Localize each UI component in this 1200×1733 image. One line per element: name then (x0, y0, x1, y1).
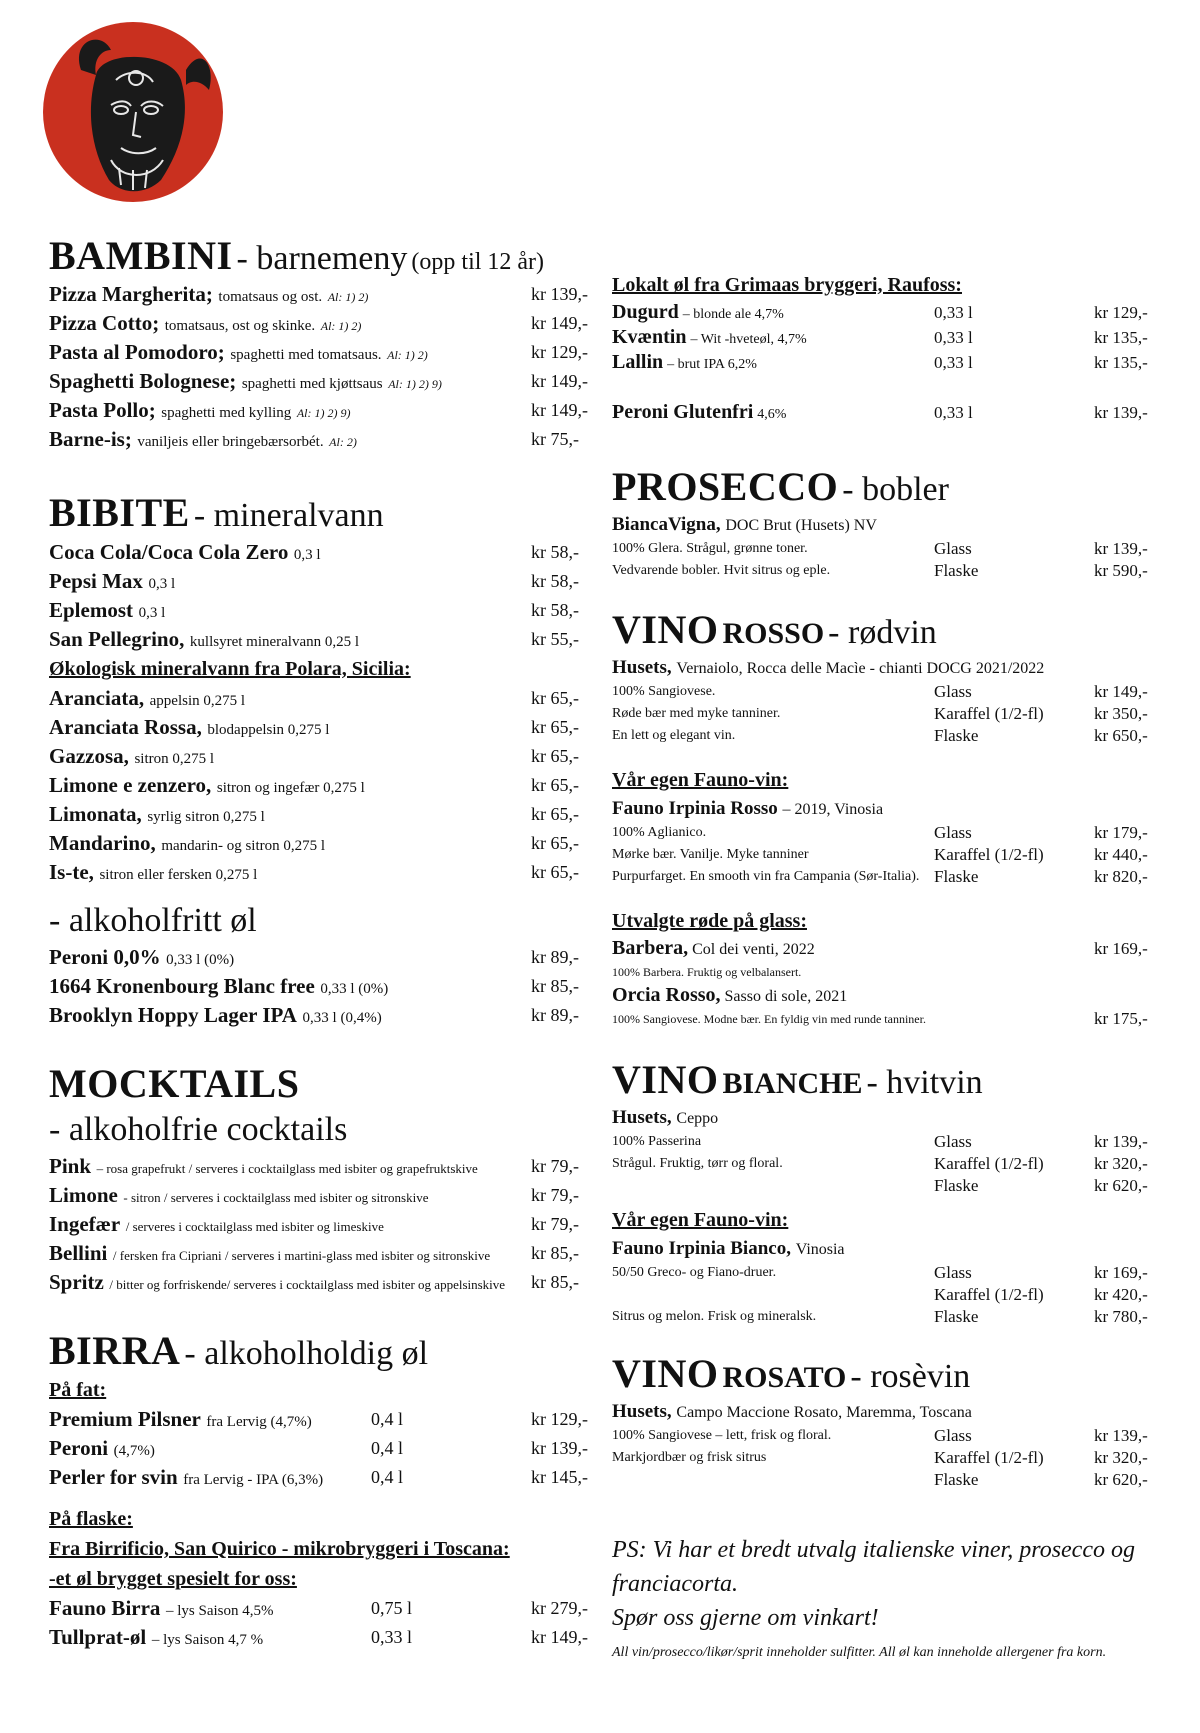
item-price: kr 135,- (1094, 353, 1148, 372)
on-tap-list (49, 1405, 588, 1492)
item-name: Barne-is; (49, 427, 132, 451)
bianche-egen-row (612, 1262, 1152, 1284)
item-price: kr 820,- (1094, 867, 1148, 886)
item-name: Pasta al Pomodoro; (49, 340, 225, 364)
item-name: Is-te, (49, 860, 94, 884)
wine-desc: 100% Sangiovese. (612, 684, 716, 699)
bibite-item (49, 596, 579, 625)
item-price: kr 65,- (531, 688, 579, 708)
serving-size: Flaske (934, 1307, 979, 1326)
item-name: Brooklyn Hoppy Lager IPA (49, 1003, 297, 1027)
item-name: Premium Pilsner (49, 1407, 201, 1431)
bianche-row (612, 1131, 1152, 1153)
item-price: kr 780,- (1094, 1307, 1148, 1326)
serving-size: Glass (934, 1132, 972, 1151)
bambini-item (49, 367, 588, 396)
item-price: kr 79,- (531, 1156, 579, 1176)
item-price: kr 320,- (1094, 1448, 1148, 1467)
alkoholfritt-item (49, 943, 579, 972)
bottle-sub2: -et øl brygget spesielt for oss: (49, 1568, 297, 1590)
item-volume: 0,33 l (934, 303, 973, 322)
bianche-row (612, 1175, 1152, 1197)
item-price: kr 65,- (531, 717, 579, 737)
allergen-code: Al: 1) 2) (327, 290, 369, 304)
item-volume: 0,4 l (371, 1438, 404, 1458)
left-column (49, 232, 588, 1652)
item-volume: 0,33 l (371, 1627, 413, 1647)
bianche-egen-rows (612, 1262, 1152, 1328)
item-price: kr 89,- (531, 1005, 579, 1025)
item-desc: tomatsaus, ost og skinke. (164, 318, 316, 334)
bianche-wine: Husets, Ceppo (612, 1107, 719, 1128)
item-price: kr 58,- (531, 600, 579, 620)
serving-size: Flaske (934, 726, 979, 745)
item-price: kr 85,- (531, 1243, 579, 1263)
item-price: kr 65,- (531, 833, 579, 853)
item-desc: – brut IPA 6,2% (667, 357, 757, 372)
item-price: kr 55,- (531, 629, 579, 649)
item-price: kr 65,- (531, 862, 579, 882)
barbera-desc: 100% Barbera. Fruktig og velbalansert. (612, 965, 802, 979)
serving-size: Glass (934, 1426, 972, 1445)
lokalt-item (612, 350, 1152, 375)
item-price: kr 129,- (1094, 303, 1148, 322)
item-price: kr 139,- (1094, 539, 1148, 558)
item-desc: – lys Saison 4,5% (165, 1603, 274, 1619)
item-desc: / fersken fra Cipriani / serveres i martini-glass med isbiter og sitronskive (112, 1248, 491, 1263)
mocktail-item (49, 1181, 579, 1210)
bottle-item (49, 1594, 588, 1623)
on-tap-item (49, 1405, 588, 1434)
bianche-egen-row (612, 1284, 1152, 1306)
bottle-heading: På flaske: (49, 1508, 133, 1530)
wine-desc: 50/50 Greco- og Fiano-druer. (612, 1265, 777, 1280)
rosso-egen-row (612, 866, 1152, 888)
item-desc: – Wit -hveteøl, 4,7% (690, 332, 807, 347)
item-desc: 0,33 l (0,4%) (302, 1010, 382, 1026)
alkoholfritt-heading: - alkoholfritt øl (49, 902, 257, 939)
bianche-rows (612, 1131, 1152, 1197)
polara-heading: Økologisk mineralvann fra Polara, Sicilia: (49, 658, 411, 680)
glutenfri-row: Peroni Glutenfri 4,6% 0,33 l kr 139,- (612, 401, 1148, 423)
item-price: kr 85,- (531, 976, 579, 996)
on-tap-heading: På fat: (49, 1379, 107, 1401)
rosso-egen-wine: Fauno Irpinia Rosso – 2019, Vinosia (612, 798, 884, 819)
item-name: Limone e zenzero, (49, 773, 212, 797)
mocktail-item (49, 1268, 579, 1297)
mocktail-item (49, 1152, 579, 1181)
rosato-heading: VINO ROSATO - rosèvin (612, 1351, 971, 1396)
item-price: kr 129,- (531, 1409, 588, 1429)
item-price: kr 179,- (1094, 823, 1148, 842)
wine-desc: Purpurfarget. En smooth vin fra Campania (Sør-Italia). (612, 869, 920, 884)
serving-size: Flaske (934, 1470, 979, 1489)
bibite-item (49, 538, 579, 567)
item-price: kr 58,- (531, 542, 579, 562)
item-name: Perler for svin (49, 1465, 178, 1489)
item-name: Eplemost (49, 598, 133, 622)
item-name: Dugurd (612, 301, 679, 323)
rosso-egen-row (612, 822, 1152, 844)
lokalt-heading: Lokalt øl fra Grimaas bryggeri, Raufoss: (612, 274, 962, 296)
item-volume: 0,4 l (371, 1467, 404, 1487)
item-desc: sitron eller fersken 0,275 l (99, 867, 258, 883)
polara-item (49, 742, 579, 771)
bianche-egen-heading: Vår egen Fauno-vin: (612, 1209, 789, 1231)
item-name: Limonata, (49, 802, 142, 826)
alkoholfritt-item (49, 1001, 579, 1030)
item-price: kr 139,- (531, 1438, 588, 1458)
item-price: kr 149,- (531, 400, 588, 420)
item-name: Tullprat-øl (49, 1625, 147, 1649)
serving-size: Glass (934, 682, 972, 701)
item-name: Ingefær (49, 1212, 121, 1236)
wine-desc: Røde bær med myke tanniner. (612, 706, 781, 721)
item-desc: kullsyret mineralvann 0,25 l (189, 634, 360, 650)
wine-desc: Markjordbær og frisk sitrus (612, 1450, 767, 1465)
mocktails-list (49, 1152, 579, 1297)
item-price: kr 135,- (1094, 328, 1148, 347)
bianche-egen-wine: Fauno Irpinia Bianco, Vinosia (612, 1238, 845, 1259)
lokalt-list (612, 300, 1152, 375)
item-volume: 0,33 l (934, 328, 973, 347)
item-name: Lallin (612, 351, 664, 373)
item-desc: spaghetti med kylling (161, 405, 292, 421)
item-price: kr 149,- (531, 371, 588, 391)
polara-item (49, 829, 579, 858)
item-desc: 0,33 l (0%) (320, 981, 389, 997)
polara-list (49, 684, 579, 887)
item-name: Coca Cola/Coca Cola Zero (49, 540, 289, 564)
item-desc: fra Lervig - IPA (6,3%) (183, 1472, 324, 1488)
ps-line-1: PS: Vi har et bredt utvalg italienske viner, prosecco og franciacorta. (612, 1537, 1135, 1597)
allergen-note: All vin/prosecco/likør/sprit inneholder sulfitter. All øl kan inneholde allergener fra korn. (612, 1645, 1107, 1660)
bambini-item (49, 425, 579, 454)
bambini-item (49, 280, 588, 309)
item-desc: – rosa grapefrukt / serveres i cocktailglass med isbiter og grapefruktskive (96, 1161, 478, 1176)
bambini-item (49, 338, 588, 367)
wine-desc: En lett og elegant vin. (612, 728, 736, 743)
serving-size: Glass (934, 1263, 972, 1282)
item-name: Bellini (49, 1241, 108, 1265)
item-name: Pasta Pollo; (49, 398, 156, 422)
alkoholfritt-list (49, 943, 579, 1030)
item-desc: blodappelsin 0,275 l (207, 722, 330, 738)
wine-desc: 100% Sangiovese – lett, frisk og floral. (612, 1428, 832, 1443)
item-price: kr 620,- (1094, 1176, 1148, 1195)
alkoholfritt-item (49, 972, 579, 1001)
item-price: kr 75,- (531, 429, 579, 449)
item-name: Limone (49, 1183, 118, 1207)
item-name: Aranciata Rossa, (49, 715, 202, 739)
item-name: Fauno Birra (49, 1596, 161, 1620)
mocktails-heading: MOCKTAILS (49, 1061, 300, 1106)
polara-item (49, 771, 579, 800)
bibite-item (49, 567, 579, 596)
item-desc: 0,3 l (148, 576, 176, 592)
item-price: kr 65,- (531, 746, 579, 766)
item-price: kr 350,- (1094, 704, 1148, 723)
rosso-rows (612, 681, 1152, 747)
orcia-desc: 100% Sangiovese. Modne bær. En fyldig vin med runde tanniner. kr 175,- (612, 1009, 1148, 1028)
item-price: kr 85,- (531, 1272, 579, 1292)
item-name: Pepsi Max (49, 569, 143, 593)
serving-size: Karaffel (1/2-fl) (934, 845, 1044, 864)
allergen-code: Al: 1) 2) 9) (296, 406, 351, 420)
rosso-row (612, 703, 1152, 725)
item-name: Pink (49, 1154, 92, 1178)
item-price: kr 590,- (1094, 561, 1148, 580)
serving-size: Karaffel (1/2-fl) (934, 1448, 1044, 1467)
item-desc: 0,3 l (138, 605, 166, 621)
right-column (612, 270, 1152, 1661)
rosso-wine: Husets, Vernaiolo, Rocca delle Macìe - chianti DOCG 2021/2022 (612, 657, 1045, 678)
bianche-row (612, 1153, 1152, 1175)
serving-size: Karaffel (1/2-fl) (934, 1154, 1044, 1173)
item-desc: / serveres i cocktailglass med isbiter og limeskive (125, 1219, 384, 1234)
bambini-heading: BAMBINI - barnemeny (opp til 12 år) (49, 233, 545, 278)
prosecco-row (612, 560, 1152, 582)
item-price: kr 440,- (1094, 845, 1148, 864)
item-price: kr 149,- (531, 313, 588, 333)
rosso-row (612, 725, 1152, 747)
item-name: Gazzosa, (49, 744, 129, 768)
polara-item (49, 800, 579, 829)
item-desc: sitron 0,275 l (134, 751, 215, 767)
serving-size: Glass (934, 539, 972, 558)
serving-size: Karaffel (1/2-fl) (934, 1285, 1044, 1304)
item-name: Mandarino, (49, 831, 156, 855)
item-name: Spaghetti Bolognese; (49, 369, 237, 393)
prosecco-rows (612, 538, 1152, 582)
serving-size: Karaffel (1/2-fl) (934, 704, 1044, 723)
rosso-heading: VINO ROSSO - rødvin (612, 607, 937, 652)
rosso-row (612, 681, 1152, 703)
item-price: kr 58,- (531, 571, 579, 591)
serving-size: Flaske (934, 1176, 979, 1195)
serving-size: Glass (934, 823, 972, 842)
item-name: Spritz (49, 1270, 104, 1294)
item-price: kr 169,- (1094, 1263, 1148, 1282)
prosecco-row (612, 538, 1152, 560)
item-name: 1664 Kronenbourg Blanc free (49, 974, 315, 998)
allergen-code: Al: 1) 2) 9) (388, 377, 442, 391)
wine-desc: Sitrus og melon. Frisk og mineralsk. (612, 1309, 817, 1324)
lokalt-item (612, 325, 1152, 350)
item-price: kr 65,- (531, 775, 579, 795)
item-desc: appelsin 0,275 l (149, 693, 246, 709)
item-desc: 0,33 l (0%) (166, 952, 235, 968)
orcia-row: Orcia Rosso, Sasso di sole, 2021 (612, 984, 848, 1006)
item-volume: 0,4 l (371, 1409, 404, 1429)
bambini-item (49, 309, 588, 338)
item-desc: / bitter og forfriskende/ serveres i cocktailglass med isbiter og appelsinskive (109, 1277, 506, 1292)
item-desc: tomatsaus og ost. (218, 289, 323, 305)
rosato-row (612, 1469, 1152, 1491)
item-price: kr 145,- (531, 1467, 588, 1487)
wine-desc: 100% Aglianico. (612, 825, 707, 840)
item-price: kr 65,- (531, 804, 579, 824)
serving-size: Flaske (934, 867, 979, 886)
item-price: kr 129,- (531, 342, 588, 362)
item-price: kr 139,- (1094, 1426, 1148, 1445)
mocktails-subheading: - alkoholfrie cocktails (49, 1111, 348, 1148)
item-volume: 0,75 l (371, 1598, 413, 1618)
item-price: kr 139,- (531, 284, 588, 304)
item-price: kr 650,- (1094, 726, 1148, 745)
polara-item (49, 684, 579, 713)
rosato-rows (612, 1425, 1152, 1491)
ps-note (612, 1533, 1152, 1635)
on-tap-item (49, 1463, 588, 1492)
wine-desc: Vedvarende bobler. Hvit sitrus og eple. (612, 563, 831, 578)
wine-desc: Strågul. Fruktig, tørr og floral. (612, 1156, 783, 1171)
bambini-list (49, 280, 588, 454)
item-desc: (4,7%) (113, 1443, 155, 1459)
wine-desc: Mørke bær. Vanilje. Myke tanniner (612, 847, 809, 862)
birra-heading: BIRRA - alkoholholdig øl (49, 1328, 429, 1373)
mocktail-item (49, 1239, 579, 1268)
item-price: kr 149,- (531, 1627, 588, 1647)
item-desc: - sitron / serveres i cocktailglass med isbiter og sitronskive (123, 1190, 429, 1205)
item-desc: 0,3 l (293, 547, 321, 563)
item-price: kr 420,- (1094, 1285, 1148, 1304)
wine-desc: 100% Glera. Strågul, grønne toner. (612, 541, 808, 556)
wine-desc: 100% Passerina (612, 1134, 702, 1149)
allergen-code: Al: 1) 2) (320, 319, 362, 333)
item-desc: – blonde ale 4,7% (682, 307, 784, 322)
item-name: Kvæntin (612, 326, 687, 348)
polara-item (49, 858, 579, 887)
item-name: Pizza Margherita; (49, 282, 213, 306)
prosecco-heading: PROSECCO - bobler (612, 464, 949, 509)
rosato-row (612, 1447, 1152, 1469)
item-price: kr 79,- (531, 1214, 579, 1234)
bottle-list (49, 1594, 588, 1652)
item-desc: sitron og ingefær 0,275 l (216, 780, 365, 796)
rosso-egen-rows (612, 822, 1152, 888)
ps-line-2: Spør oss gjerne om vinkart! (612, 1605, 879, 1631)
polara-item (49, 713, 579, 742)
bibite-item (49, 625, 579, 654)
rosso-egen-heading: Vår egen Fauno-vin: (612, 769, 789, 791)
item-name: Aranciata, (49, 686, 145, 710)
bibite-heading: BIBITE - mineralvann (49, 490, 384, 535)
serving-size: Flaske (934, 561, 979, 580)
bibite-list (49, 538, 579, 654)
item-desc: fra Lervig (4,7%) (206, 1414, 312, 1430)
prosecco-wine: BiancaVigna, DOC Brut (Husets) NV (612, 514, 877, 535)
item-desc: syrlig sitron 0,275 l (147, 809, 265, 825)
item-desc: spaghetti med kjøttsaus (241, 376, 383, 392)
allergen-code: Al: 2) (329, 435, 357, 449)
item-price: kr 139,- (1094, 1132, 1148, 1151)
bianche-heading: VINO BIANCHE - hvitvin (612, 1057, 983, 1102)
item-desc: spaghetti med tomatsaus. (230, 347, 382, 363)
item-desc: – lys Saison 4,7 % (151, 1632, 264, 1648)
rosso-egen-row (612, 844, 1152, 866)
allergen-code: Al: 1) 2) (387, 348, 428, 362)
lokalt-item (612, 300, 1152, 325)
item-price: kr 279,- (531, 1598, 588, 1618)
item-price: kr 620,- (1094, 1470, 1148, 1489)
item-name: San Pellegrino, (49, 627, 185, 651)
item-desc: mandarin- og sitron 0,275 l (161, 838, 326, 854)
rosato-wine: Husets, Campo Maccione Rosato, Maremma, Toscana (612, 1401, 972, 1422)
item-price: kr 320,- (1094, 1154, 1148, 1173)
item-price: kr 89,- (531, 947, 579, 967)
bambini-item (49, 396, 588, 425)
bottle-item (49, 1623, 588, 1652)
bianche-egen-row (612, 1306, 1152, 1328)
mocktail-item (49, 1210, 579, 1239)
item-price: kr 79,- (531, 1185, 579, 1205)
item-desc: vaniljeis eller bringebærsorbét. (137, 434, 324, 450)
item-volume: 0,33 l (934, 353, 973, 372)
bottle-sub1: Fra Birrificio, San Quirico - mikrobryggeri i Toscana: (49, 1538, 510, 1560)
rosato-row (612, 1425, 1152, 1447)
item-name: Peroni 0,0% (49, 945, 161, 969)
barbera-row: Barbera, Col dei venti, 2022 kr 169,- (612, 937, 1148, 959)
item-price: kr 149,- (1094, 682, 1148, 701)
item-name: Peroni (49, 1436, 109, 1460)
utvalgte-heading: Utvalgte røde på glass: (612, 910, 807, 932)
fauno-logo (41, 20, 226, 205)
on-tap-item (49, 1434, 588, 1463)
item-name: Pizza Cotto; (49, 311, 160, 335)
